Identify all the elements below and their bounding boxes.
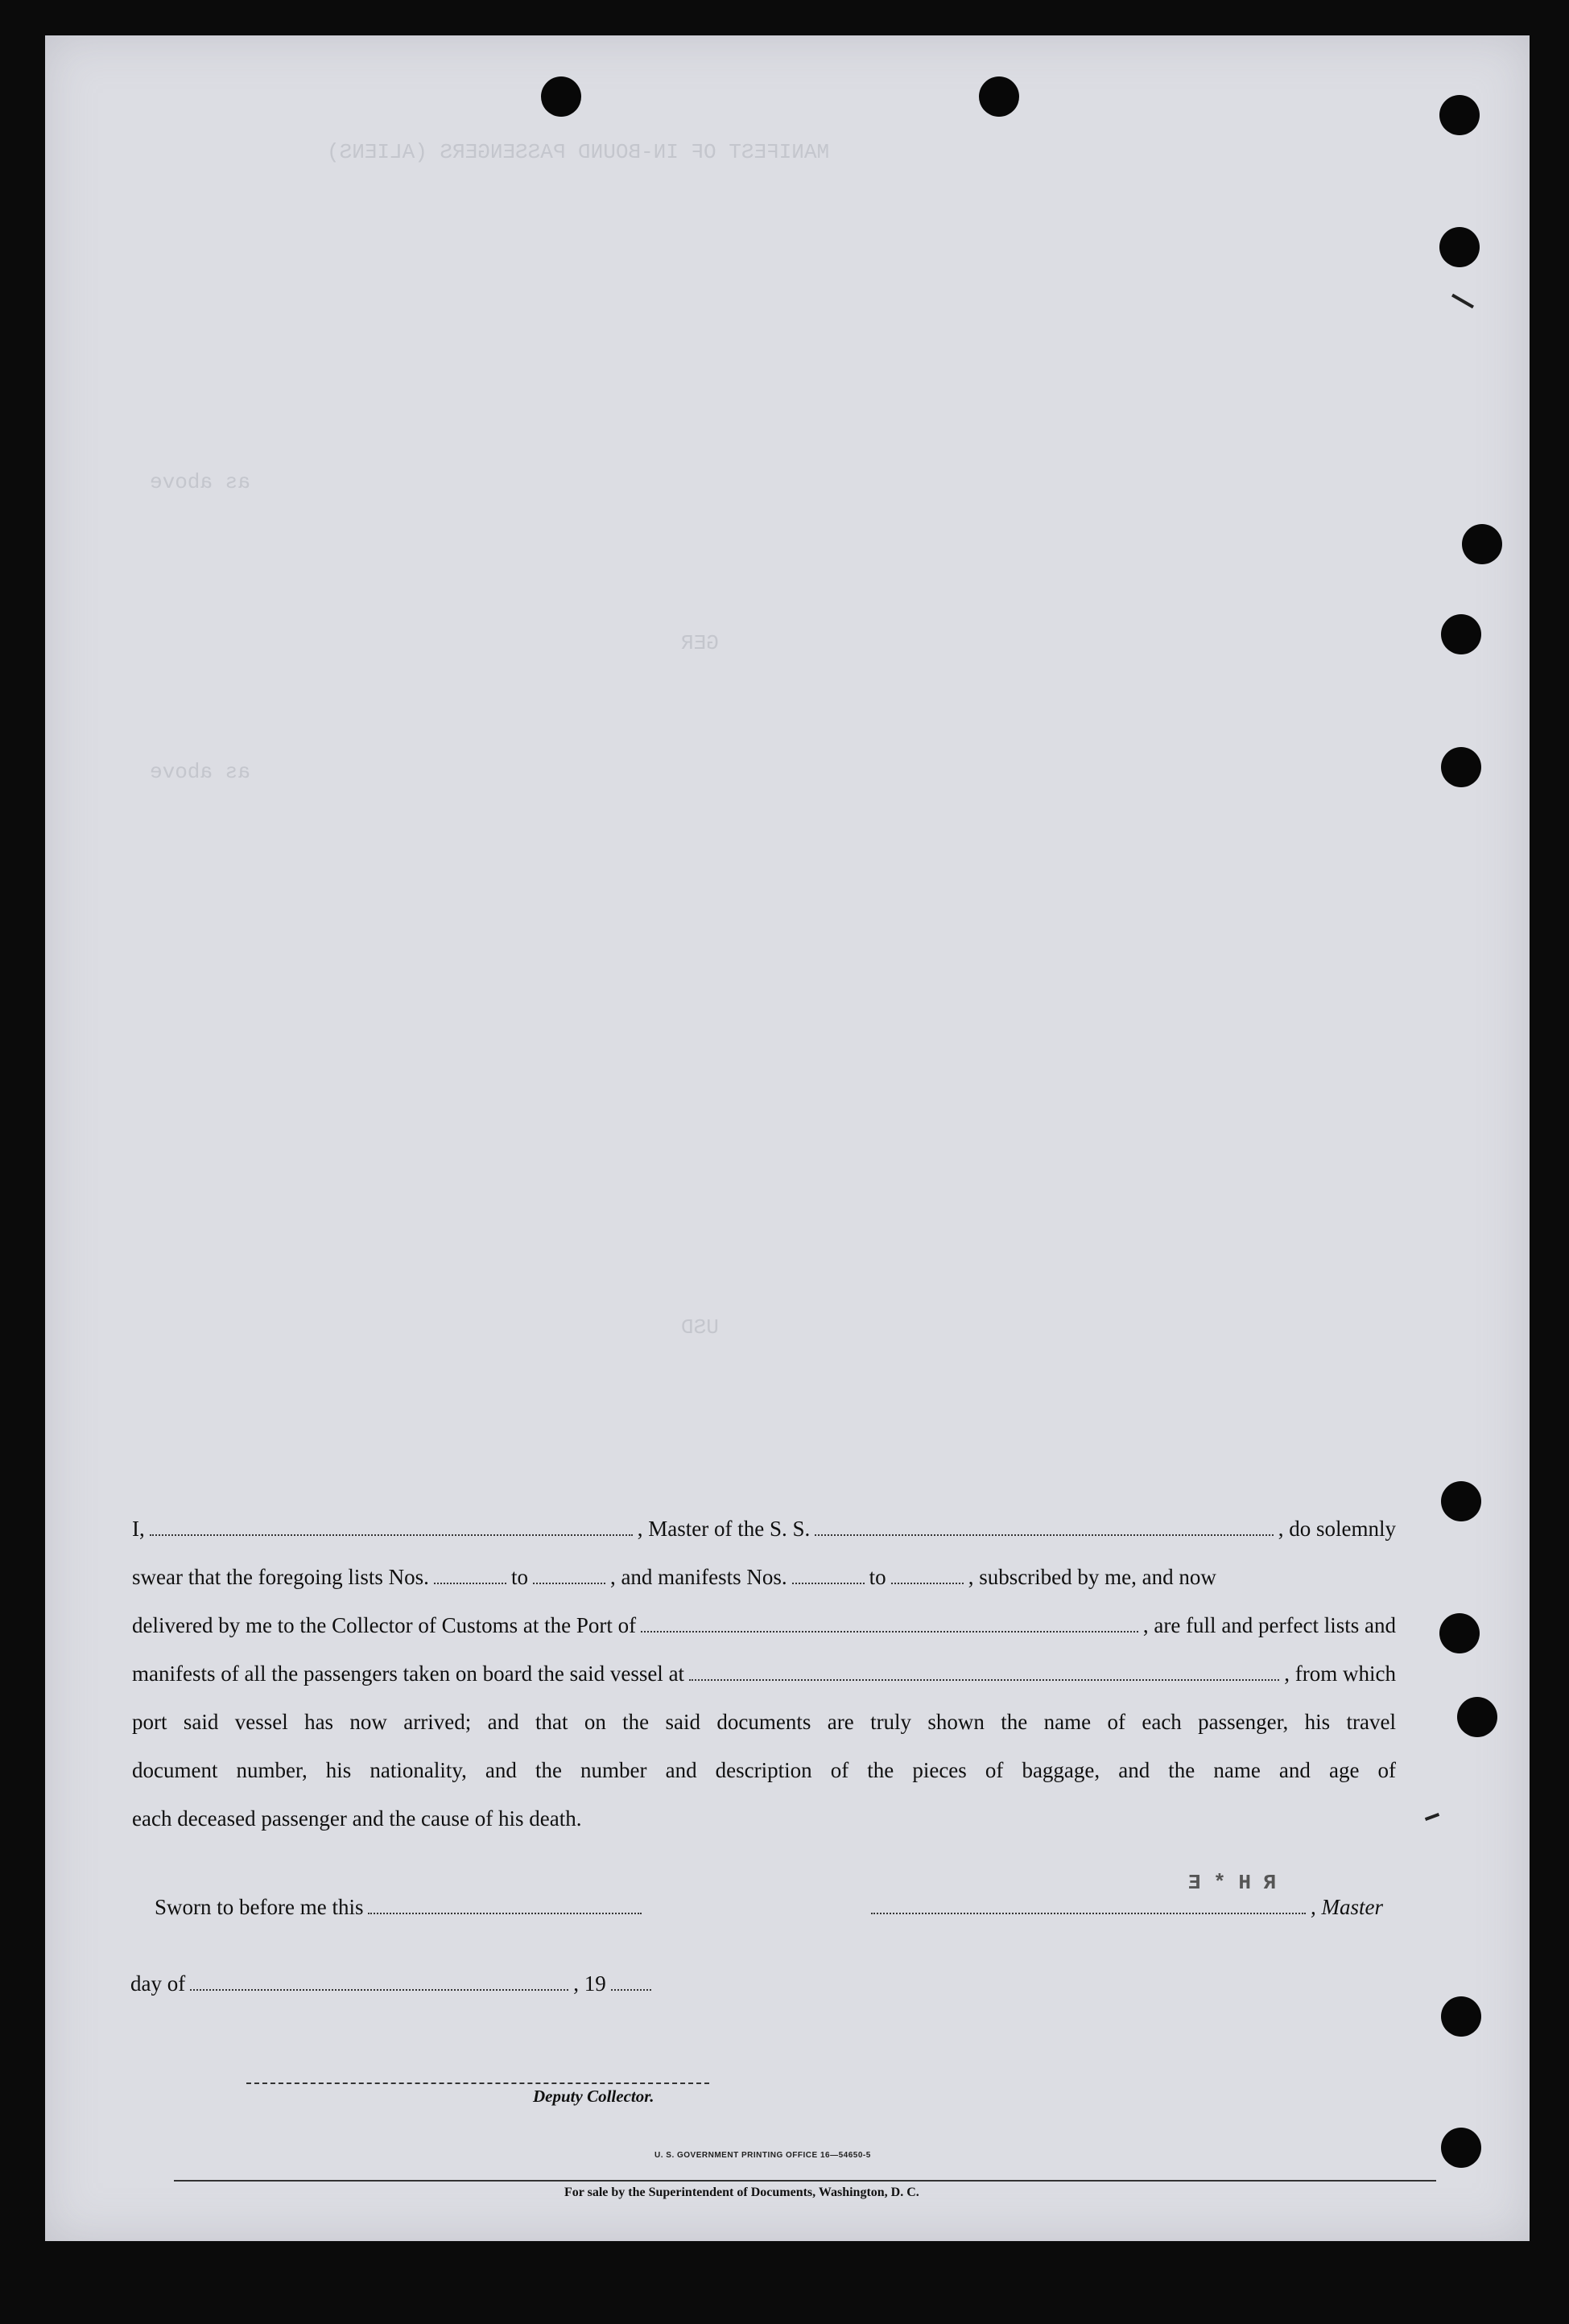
oath-line-4 — [132, 1649, 1396, 1698]
master-signature-line — [866, 1895, 1383, 1920]
oath-text: , Master of the S. S. — [637, 1517, 811, 1541]
oath-text: delivered by me to the Collector of Customs at the Port of — [132, 1613, 637, 1637]
punch-hole — [1457, 1697, 1497, 1737]
day-line — [130, 1971, 656, 1996]
for-sale-notice: For sale by the Superintendent of Documents, Washington, D. C. — [564, 2186, 919, 2199]
gpo-imprint: U. S. GOVERNMENT PRINTING OFFICE 16—54650-5 — [654, 2151, 871, 2160]
oath-text: , from which — [1284, 1661, 1396, 1686]
sworn-line — [155, 1895, 960, 1920]
oath-text: to — [510, 1565, 528, 1589]
bleed-country-code: USD — [681, 1315, 719, 1339]
master-name-field[interactable] — [150, 1520, 633, 1536]
oath-text: manifests of all the passengers taken on board the said vessel at — [132, 1661, 685, 1686]
sworn-date-field[interactable] — [368, 1898, 642, 1914]
punch-hole — [1441, 1996, 1481, 2037]
embark-port-field[interactable] — [689, 1665, 1279, 1681]
day-field[interactable] — [190, 1975, 568, 1991]
oath-text: , and manifests Nos. — [609, 1565, 787, 1589]
oath-text: swear that the foregoing lists Nos. — [132, 1565, 429, 1589]
deputy-collector-label: Deputy Collector. — [533, 2087, 654, 2106]
day-label: day of — [130, 1971, 186, 1996]
oath-line-2 — [132, 1553, 1396, 1601]
punch-hole — [979, 76, 1019, 117]
master-signature-field[interactable] — [871, 1898, 1306, 1914]
bleed-header: MANIFEST OF IN-BOUND PASSENGERS (ALIENS) — [327, 140, 830, 164]
oath-line-5: port said vessel has now arrived; and that on the said documents are truly shown the name of each passenger, his travel — [132, 1710, 1396, 1734]
list-from-field[interactable] — [434, 1568, 506, 1584]
port-field[interactable] — [641, 1616, 1138, 1633]
bleed-country-code: GER — [681, 631, 719, 655]
ship-name-field[interactable] — [815, 1520, 1274, 1536]
oath-line-1 — [132, 1505, 1396, 1553]
document-page — [45, 35, 1530, 2241]
bleed-as-above: as above — [150, 470, 250, 494]
oath-paragraph — [132, 1505, 1396, 1843]
year-field[interactable] — [611, 1975, 651, 1991]
punch-hole — [1462, 524, 1502, 564]
oath-line-7: each deceased passenger and the cause of his death. — [132, 1806, 582, 1831]
bleed-name: R H * E — [1188, 1871, 1277, 1895]
footer-rule — [174, 2180, 1436, 2182]
punch-hole — [541, 76, 581, 117]
sworn-label: Sworn to before me this — [155, 1895, 364, 1919]
oath-text: , are full and perfect lists and — [1142, 1613, 1396, 1637]
master-label: , Master — [1311, 1895, 1383, 1919]
manifest-from-field[interactable] — [792, 1568, 865, 1584]
oath-text: , subscribed by me, and now — [968, 1565, 1216, 1589]
oath-line-6: document number, his nationality, and the number and description of the pieces of baggage, and the name and age of — [132, 1758, 1396, 1782]
punch-hole — [1441, 1481, 1481, 1521]
deputy-signature-line[interactable] — [246, 2083, 709, 2084]
year-label: , 19 — [573, 1971, 606, 1996]
manifest-to-field[interactable] — [891, 1568, 964, 1584]
list-to-field[interactable] — [533, 1568, 605, 1584]
oath-text: to — [869, 1565, 886, 1589]
oath-text: I, — [132, 1517, 145, 1541]
oath-text: , do solemnly — [1278, 1517, 1396, 1541]
bleed-as-above: as above — [150, 760, 250, 784]
punch-hole — [1441, 747, 1481, 787]
punch-hole — [1439, 227, 1480, 267]
punch-hole — [1439, 95, 1480, 135]
oath-line-3 — [132, 1601, 1396, 1649]
punch-hole — [1441, 614, 1481, 654]
punch-hole — [1439, 1613, 1480, 1653]
punch-hole — [1441, 2128, 1481, 2168]
